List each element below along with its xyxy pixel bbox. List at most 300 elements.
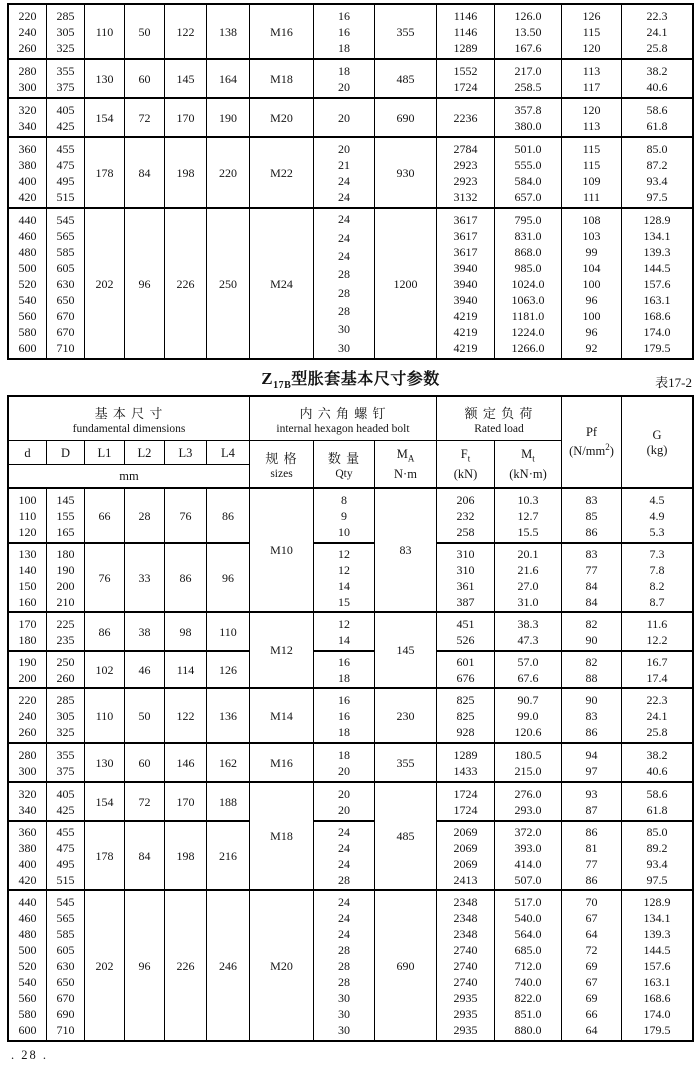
header-col-L2 <box>125 441 165 465</box>
cell-weight-value: 8.2 <box>649 578 665 593</box>
cell-weight <box>622 209 692 358</box>
qty-stack <box>314 744 375 781</box>
header-bolt-cn: 内 六 角 螺 钉 <box>299 405 387 421</box>
cell-rated-force <box>437 689 495 742</box>
header-col-ft <box>437 441 495 487</box>
cell-qty <box>314 138 375 207</box>
cell-D-value: 455 <box>56 141 75 156</box>
cell-rated-torque-value: 47.3 <box>517 632 539 647</box>
cell-D-value: 545 <box>56 894 75 909</box>
cell-weight-value: 179.5 <box>643 1022 671 1037</box>
cell-rated-torque-value: 293.0 <box>514 802 542 817</box>
cell-surface-pressure <box>562 783 622 820</box>
header-col-d-label: d <box>24 445 31 460</box>
cell-qty-value: 15 <box>338 594 350 609</box>
cell-D-value: 475 <box>56 840 75 855</box>
dims-stack <box>9 891 250 1040</box>
header-col-mt <box>495 441 562 487</box>
cell-D-value: 585 <box>56 244 75 259</box>
cell-d-value: 440 <box>18 894 37 909</box>
cell-rated-force <box>437 822 495 889</box>
cell-d-value: 520 <box>18 276 37 291</box>
cell-D-value: 710 <box>56 340 75 355</box>
cell-rated-force-value: 1724 <box>453 802 478 817</box>
cell-D-value: 325 <box>56 40 75 55</box>
cell-L4 <box>207 744 250 781</box>
cell-L4-value: 190 <box>219 110 237 125</box>
cell-weight <box>622 138 692 207</box>
cell-d-value: 420 <box>18 872 37 887</box>
size-group-M14 <box>9 687 692 742</box>
page-title <box>261 366 440 391</box>
cell-weight-value: 87.2 <box>646 157 668 172</box>
header-dims-cn: 基 本 尺 寸 <box>94 405 164 421</box>
cell-D-value: 210 <box>56 594 75 609</box>
cell-qty-value: 30 <box>338 340 350 355</box>
cell-surface-pressure-value: 77 <box>585 856 598 871</box>
header-mt-unit: (kN·m) <box>509 466 547 481</box>
cell-qty-value: 20 <box>338 763 350 778</box>
header-pf-unit-a: (N/mm <box>569 444 606 459</box>
cell-D-value: 155 <box>56 508 75 523</box>
cell-qty-value: 28 <box>338 285 350 300</box>
header-col-L3 <box>165 441 207 465</box>
header-col-L4 <box>207 441 250 465</box>
cell-qty-value: 30 <box>338 322 350 337</box>
size-group-M16 <box>9 3 692 58</box>
cell-D-value: 565 <box>56 228 75 243</box>
row-block <box>9 489 250 542</box>
cell-weight-value: 128.9 <box>643 894 671 909</box>
cell-D-value: 670 <box>56 990 75 1005</box>
cell-L2-value: 38 <box>138 624 151 639</box>
cell-L1-value: 86 <box>98 624 111 639</box>
cell-rated-torque-value: 985.0 <box>514 260 542 275</box>
header-ft-base: F <box>460 447 468 462</box>
cell-qty-value: 16 <box>338 708 350 723</box>
cell-surface-pressure-value: 69 <box>585 958 598 973</box>
size-group-M20 <box>9 97 692 136</box>
cell-surface-pressure-value: 87 <box>585 802 598 817</box>
table-z17b-body <box>9 487 692 1040</box>
cell-surface-pressure-value: 100 <box>582 276 601 291</box>
header-col-L1-label: L1 <box>97 445 112 460</box>
cell-qty-value: 28 <box>338 267 350 282</box>
cell-weight-value: 139.3 <box>643 244 671 259</box>
cell-L3-value: 170 <box>176 110 195 125</box>
cell-qty-value: 24 <box>338 910 350 925</box>
cell-D <box>47 5 85 58</box>
cell-L2 <box>125 783 165 820</box>
cell-surface-pressure-value: 86 <box>585 724 598 739</box>
cell-D <box>47 60 85 97</box>
cell-bolt-size <box>250 99 314 136</box>
qty-stack <box>314 5 375 58</box>
cell-rated-force-value: 1146 <box>453 8 478 23</box>
cell-qty-value: 28 <box>338 872 350 887</box>
cell-surface-pressure <box>562 613 622 650</box>
cell-L4-value: 220 <box>219 165 237 180</box>
cell-d-value: 260 <box>18 40 37 55</box>
cell-L2 <box>125 489 165 542</box>
cell-qty-value: 24 <box>338 856 350 871</box>
cell-D <box>47 689 85 742</box>
cell-tightening-torque-value: 485 <box>396 829 415 843</box>
cell-D-value: 585 <box>56 926 75 941</box>
cell-surface-pressure-value: 104 <box>582 260 601 275</box>
cell-L1 <box>85 891 125 1040</box>
cell-qty <box>314 891 375 1040</box>
cell-D-value: 650 <box>56 292 75 307</box>
cell-bolt-size-value: M24 <box>270 276 293 291</box>
cell-L4-value: 216 <box>219 848 237 863</box>
load-stack <box>437 613 692 687</box>
cell-bolt-size <box>250 138 314 207</box>
cell-d-value: 300 <box>18 79 37 94</box>
cell-rated-torque <box>495 99 562 136</box>
cell-d-value: 360 <box>18 824 37 839</box>
cell-rated-force-value: 2069 <box>453 824 478 839</box>
cell-d-value: 380 <box>18 157 37 172</box>
table-header <box>9 397 692 487</box>
cell-L3-value: 198 <box>176 848 195 863</box>
cell-L2-value: 72 <box>138 794 151 809</box>
cell-weight <box>622 689 692 742</box>
cell-weight-value: 61.8 <box>646 118 668 133</box>
cell-weight-value: 97.5 <box>646 189 668 204</box>
cell-rated-torque-value: 1224.0 <box>511 324 545 339</box>
cell-rated-torque-value: 21.6 <box>517 562 539 577</box>
cell-rated-force-value: 2348 <box>453 926 478 941</box>
size-group-M18 <box>9 781 692 889</box>
cell-L4 <box>207 99 250 136</box>
cell-tightening-torque <box>375 99 437 136</box>
cell-weight-value: 134.1 <box>643 910 671 925</box>
header-col-d <box>9 441 47 465</box>
dims-stack <box>9 489 250 611</box>
cell-surface-pressure-value: 115 <box>582 141 601 156</box>
cell-L1 <box>85 99 125 136</box>
cell-D-value: 285 <box>56 8 75 23</box>
cell-D-value: 145 <box>56 492 75 507</box>
cell-D-value: 305 <box>56 24 75 39</box>
cell-L4 <box>207 209 250 358</box>
cell-qty-value: 24 <box>338 189 350 204</box>
cell-D-value: 605 <box>56 260 75 275</box>
cell-surface-pressure-value: 84 <box>585 578 598 593</box>
cell-L1 <box>85 5 125 58</box>
cell-weight <box>622 891 692 1040</box>
cell-rated-torque-value: 126.0 <box>514 8 542 23</box>
cell-surface-pressure-value: 113 <box>582 118 601 133</box>
cell-L4-value: 86 <box>222 508 234 523</box>
cell-qty <box>314 744 375 781</box>
cell-L3-value: 114 <box>176 662 195 677</box>
load-stack <box>437 99 692 136</box>
cell-qty-value: 20 <box>338 79 350 94</box>
cell-rated-torque-value: 12.7 <box>517 508 539 523</box>
cell-D-value: 260 <box>56 670 75 685</box>
cell-rated-torque-value: 712.0 <box>514 958 542 973</box>
cell-rated-force-value: 825 <box>456 692 475 707</box>
cell-weight-value: 12.2 <box>646 632 668 647</box>
header-sizes-cn: 规 格 <box>265 451 298 466</box>
cell-rated-force-value: 2935 <box>453 1006 478 1021</box>
cell-surface-pressure-value: 93 <box>585 786 598 801</box>
cell-d <box>9 209 47 358</box>
cell-rated-torque-value: 13.50 <box>514 24 542 39</box>
cell-L3 <box>165 689 207 742</box>
cell-weight-value: 157.6 <box>643 276 671 291</box>
cell-D-value: 495 <box>56 856 75 871</box>
cell-L3 <box>165 544 207 611</box>
cell-L1-value: 102 <box>95 662 114 677</box>
row-block <box>314 209 375 358</box>
cell-L4-value: 246 <box>219 958 237 973</box>
cell-D <box>47 489 85 542</box>
cell-rated-torque-value: 357.8 <box>514 102 542 117</box>
cell-surface-pressure-value: 66 <box>585 1006 598 1021</box>
cell-rated-force-value: 3940 <box>453 276 478 291</box>
cell-weight <box>622 99 692 136</box>
load-stack <box>437 60 692 97</box>
cell-surface-pressure-value: 92 <box>585 340 598 355</box>
cell-weight-value: 40.6 <box>646 79 668 94</box>
cell-qty-value: 30 <box>338 990 350 1005</box>
cell-d-value: 160 <box>18 594 37 609</box>
row-block <box>9 209 250 358</box>
cell-surface-pressure <box>562 489 622 542</box>
cell-bolt-size-value: M16 <box>270 24 293 39</box>
cell-rated-force-value: 3940 <box>453 260 478 275</box>
cell-d-value: 120 <box>18 524 37 539</box>
cell-rated-force-value: 232 <box>456 508 475 523</box>
cell-rated-force-value: 3132 <box>453 189 478 204</box>
cell-rated-force-value: 2784 <box>453 141 478 156</box>
row-block <box>314 650 375 687</box>
cell-rated-force-value: 2923 <box>453 157 478 172</box>
cell-weight <box>622 783 692 820</box>
header-dims-en: fundamental dimensions <box>72 422 186 435</box>
qty-stack <box>314 783 375 889</box>
cell-rated-torque-value: 380.0 <box>514 118 542 133</box>
header-ft-sub: t <box>467 453 471 464</box>
qty-stack <box>314 138 375 207</box>
cell-L3-value: 122 <box>176 708 195 723</box>
row-block <box>9 689 250 742</box>
cell-d-value: 150 <box>18 578 37 593</box>
cell-tightening-torque-value: 83 <box>399 543 412 557</box>
cell-L2 <box>125 209 165 358</box>
cell-weight-value: 85.0 <box>646 141 668 156</box>
cell-tightening-torque <box>375 209 437 358</box>
cell-rated-force-value: 1724 <box>453 786 478 801</box>
cell-surface-pressure <box>562 744 622 781</box>
cell-d-value: 100 <box>18 492 37 507</box>
cell-d-value: 110 <box>18 508 37 523</box>
cell-surface-pressure-value: 97 <box>585 763 598 778</box>
cell-qty-value: 28 <box>338 303 350 318</box>
header-ma-unit: N·m <box>394 466 417 481</box>
cell-surface-pressure-value: 94 <box>585 747 598 762</box>
cell-d-value: 200 <box>18 670 37 685</box>
cell-L1-value: 130 <box>95 755 114 770</box>
cell-L2 <box>125 544 165 611</box>
cell-qty-value: 24 <box>338 230 350 245</box>
cell-rated-torque-value: 880.0 <box>514 1022 542 1037</box>
cell-surface-pressure <box>562 5 622 58</box>
cell-L1-value: 178 <box>95 165 114 180</box>
header-mt-base: M <box>521 447 533 462</box>
cell-L2 <box>125 99 165 136</box>
cell-D-value: 375 <box>56 763 75 778</box>
cell-L4-value: 164 <box>219 71 237 86</box>
cell-weight <box>622 544 692 611</box>
cell-rated-force-value: 2740 <box>453 958 478 973</box>
cell-rated-torque <box>495 744 562 781</box>
cell-rated-torque-value: 822.0 <box>514 990 542 1005</box>
cell-qty-value: 24 <box>338 212 350 227</box>
cell-weight-value: 5.3 <box>649 524 665 539</box>
row-block <box>9 60 250 97</box>
cell-d-value: 220 <box>18 8 37 23</box>
cell-surface-pressure-value: 113 <box>582 63 601 78</box>
cell-rated-force-value: 825 <box>456 708 475 723</box>
cell-L4 <box>207 891 250 1040</box>
cell-D <box>47 744 85 781</box>
cell-d-value: 600 <box>18 340 37 355</box>
header-pf-unit <box>569 440 614 458</box>
cell-D-value: 405 <box>56 786 75 801</box>
cell-L4-value: 138 <box>219 24 237 39</box>
cell-weight-value: 93.4 <box>646 856 668 871</box>
cell-D <box>47 209 85 358</box>
row-block <box>437 5 692 58</box>
cell-rated-force <box>437 489 495 542</box>
cell-rated-torque-value: 507.0 <box>514 872 542 887</box>
cell-D <box>47 891 85 1040</box>
cell-surface-pressure-value: 81 <box>585 840 598 855</box>
cell-qty <box>314 613 375 650</box>
row-block <box>437 99 692 136</box>
cell-surface-pressure <box>562 689 622 742</box>
size-group-M10 <box>9 487 692 611</box>
cell-qty <box>314 99 375 136</box>
cell-L1-value: 130 <box>95 71 114 86</box>
cell-qty-value: 21 <box>338 157 350 172</box>
cell-L3-value: 146 <box>176 755 195 770</box>
cell-rated-force-value: 2740 <box>453 974 478 989</box>
cell-weight-value: 24.1 <box>646 708 668 723</box>
cell-d-value: 300 <box>18 763 37 778</box>
cell-D-value: 670 <box>56 324 75 339</box>
cell-qty <box>314 489 375 542</box>
cell-tightening-torque <box>375 613 437 687</box>
header-load-en: Rated load <box>474 422 524 435</box>
row-block <box>9 5 250 58</box>
cell-rated-force-value: 2923 <box>453 173 478 188</box>
cell-L4-value: 96 <box>222 570 234 585</box>
cell-L2-value: 50 <box>138 708 151 723</box>
load-stack <box>437 489 692 611</box>
header-col-L2-label: L2 <box>137 445 152 460</box>
cell-rated-force-value: 601 <box>456 654 475 669</box>
qty-stack <box>314 891 375 1040</box>
cell-L1 <box>85 489 125 542</box>
cell-L4-value: 162 <box>219 755 237 770</box>
cell-weight-value: 168.6 <box>643 990 671 1005</box>
row-block <box>314 60 375 97</box>
cell-D <box>47 652 85 687</box>
cell-rated-torque <box>495 138 562 207</box>
cell-bolt-size <box>250 613 314 687</box>
cell-tightening-torque <box>375 689 437 742</box>
cell-bolt-size <box>250 891 314 1040</box>
row-block <box>314 891 375 1040</box>
cell-rated-force-value: 1433 <box>453 763 478 778</box>
row-block <box>314 613 375 650</box>
cell-surface-pressure <box>562 138 622 207</box>
cell-d <box>9 822 47 889</box>
cell-d-value: 320 <box>18 786 37 801</box>
cell-rated-torque-value: 372.0 <box>514 824 542 839</box>
cell-rated-force-value: 451 <box>456 616 475 631</box>
qty-stack <box>314 99 375 136</box>
cell-rated-torque <box>495 209 562 358</box>
cell-L3 <box>165 744 207 781</box>
cell-rated-force-value: 676 <box>456 670 475 685</box>
cell-qty-value: 20 <box>338 802 350 817</box>
cell-weight-value: 25.8 <box>646 724 668 739</box>
row-block <box>437 744 692 781</box>
cell-weight-value: 22.3 <box>646 692 668 707</box>
row-block <box>437 689 692 742</box>
cell-rated-torque-value: 258.5 <box>514 79 542 94</box>
cell-rated-torque <box>495 689 562 742</box>
cell-d <box>9 744 47 781</box>
cell-rated-force-value: 3617 <box>453 244 478 259</box>
cell-L1-value: 110 <box>95 24 114 39</box>
cell-D-value: 565 <box>56 910 75 925</box>
cell-weight <box>622 60 692 97</box>
cell-rated-force-value: 310 <box>456 546 475 561</box>
cell-D-value: 285 <box>56 692 75 707</box>
row-block <box>437 542 692 611</box>
cell-surface-pressure <box>562 544 622 611</box>
header-mt-sub: t <box>532 453 535 464</box>
cell-weight-value: 168.6 <box>643 308 671 323</box>
cell-rated-force-value: 2236 <box>453 110 478 125</box>
cell-bolt-size-value: M22 <box>270 165 293 180</box>
cell-qty-value: 12 <box>338 546 350 561</box>
cell-tightening-torque <box>375 783 437 889</box>
cell-rated-torque <box>495 822 562 889</box>
row-block <box>314 820 375 889</box>
cell-rated-torque-value: 99.0 <box>517 708 539 723</box>
cell-L2 <box>125 613 165 650</box>
cell-weight-value: 93.4 <box>646 173 668 188</box>
header-pf <box>562 397 622 487</box>
cell-tightening-torque <box>375 891 437 1040</box>
cell-L1 <box>85 822 125 889</box>
cell-tightening-torque-value: 690 <box>396 958 415 973</box>
cell-qty-value: 16 <box>338 8 350 23</box>
cell-qty-value: 16 <box>338 654 350 669</box>
cell-L2-value: 28 <box>138 508 151 523</box>
cell-qty <box>314 209 375 358</box>
cell-L2 <box>125 744 165 781</box>
row-block <box>9 613 250 650</box>
